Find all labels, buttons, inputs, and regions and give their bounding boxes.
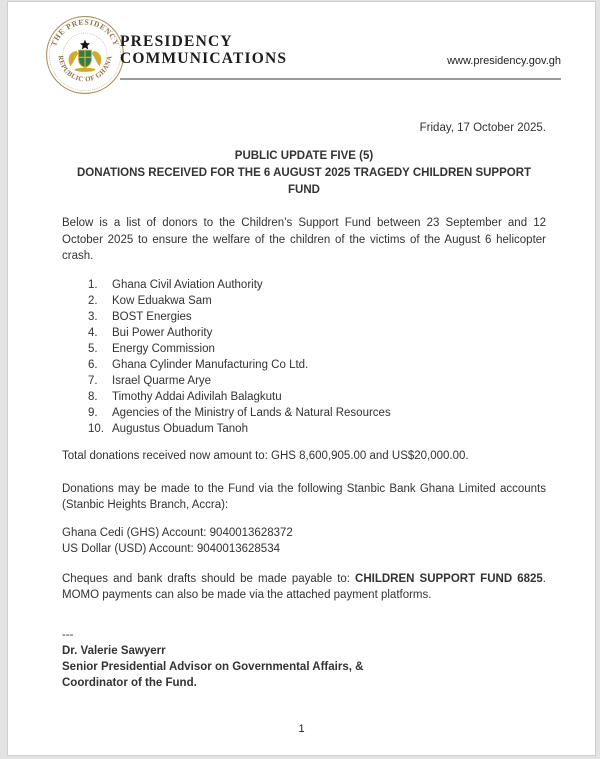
donor-name: Timothy Addai Adivilah Balagkutu bbox=[112, 390, 282, 403]
donor-name: BOST Energies bbox=[112, 310, 192, 323]
signature-title-line2: Coordinator of the Fund. bbox=[62, 676, 197, 689]
donor-number: 3. bbox=[88, 310, 98, 323]
coat-of-arms-icon bbox=[69, 40, 102, 72]
org-wordmark bbox=[120, 33, 287, 67]
donor-number: 4. bbox=[88, 326, 98, 339]
donor-name: Agencies of the Ministry of Lands & Natural Resources bbox=[112, 406, 391, 419]
total-donations-line: Total donations received now amount to: GHS 8,600,905.00 and US$20,000.00. bbox=[62, 449, 469, 462]
page-number: 1 bbox=[298, 723, 305, 735]
signature-name: Dr. Valerie Sawyerr bbox=[62, 644, 166, 657]
donor-list-item bbox=[88, 325, 546, 341]
cheques-suffix: . MOMO payments can also be made via the attached payment platforms. bbox=[62, 572, 546, 601]
donor-list-item bbox=[88, 357, 546, 373]
title-line2: DONATIONS RECEIVED FOR THE 6 AUGUST 2025 TRAGEDY CHILDREN SUPPORT FUND bbox=[76, 167, 532, 196]
donor-name: Energy Commission bbox=[112, 342, 215, 355]
donor-number: 5. bbox=[88, 342, 98, 355]
seal-top-text: THE PRESIDENCY bbox=[49, 17, 121, 48]
ghs-account-line: Ghana Cedi (GHS) Account: 9040013628372 bbox=[62, 526, 293, 539]
donor-name: Ghana Cylinder Manufacturing Co Ltd. bbox=[112, 358, 309, 371]
title-line1: PUBLIC UPDATE FIVE (5) bbox=[234, 150, 374, 162]
donor-list-item bbox=[88, 405, 546, 421]
donor-name: Ghana Civil Aviation Authority bbox=[112, 278, 263, 291]
donor-list-item bbox=[88, 373, 546, 389]
donor-name: Kow Eduakwa Sam bbox=[112, 294, 212, 307]
donor-list-item bbox=[88, 277, 546, 293]
document-date: Friday, 17 October 2025. bbox=[419, 122, 546, 134]
document-page bbox=[8, 2, 595, 755]
donor-list-item bbox=[88, 309, 546, 325]
letterhead bbox=[8, 2, 595, 100]
letter-body bbox=[8, 120, 595, 691]
cheques-paragraph bbox=[62, 571, 546, 603]
payee-name: CHILDREN SUPPORT FUND 6825 bbox=[355, 572, 543, 585]
signoff-dashes: --- bbox=[62, 628, 74, 641]
letterhead-divider bbox=[120, 78, 561, 80]
donor-list-item bbox=[88, 341, 546, 357]
donor-list-item bbox=[88, 421, 546, 437]
donor-name: Augustus Obuadum Tanoh bbox=[112, 422, 248, 435]
accounts-intro-paragraph: Donations may be made to the Fund via the following Stanbic Bank Ghana Limited accounts (Stanbic Heights Branch, Accra): bbox=[62, 482, 546, 511]
intro-paragraph: Below is a list of donors to the Children’s Support Fund between 23 September and 12 October 2025 to ensure the welfare of the children of the victims of the August 6 helicopter crash. bbox=[62, 217, 546, 262]
donor-name: Israel Quarme Arye bbox=[112, 374, 212, 387]
donor-number: 10. bbox=[88, 422, 104, 435]
donor-number: 7. bbox=[88, 374, 98, 387]
usd-account-line: US Dollar (USD) Account: 9040013628534 bbox=[62, 542, 280, 555]
donor-number: 2. bbox=[88, 294, 98, 307]
donor-number: 8. bbox=[88, 390, 98, 403]
website-url: www.presidency.gov.gh bbox=[447, 55, 561, 67]
donor-list bbox=[88, 277, 546, 437]
donor-list-item bbox=[88, 293, 546, 309]
presidency-seal-icon bbox=[45, 15, 125, 95]
signature-title-line1: Senior Presidential Advisor on Governmental Affairs, & bbox=[62, 660, 364, 673]
donor-number: 9. bbox=[88, 406, 98, 419]
signoff-block bbox=[62, 627, 546, 691]
org-name-line1: PRESIDENCY bbox=[120, 33, 233, 50]
donor-number: 6. bbox=[88, 358, 98, 371]
seal-bottom-text: REPUBLIC OF GHANA bbox=[56, 55, 114, 84]
document-title bbox=[62, 148, 546, 199]
org-name-line2: COMMUNICATIONS bbox=[120, 50, 288, 67]
donor-number: 1. bbox=[88, 278, 98, 291]
account-details bbox=[62, 525, 546, 557]
donor-name: Bui Power Authority bbox=[112, 326, 213, 339]
donor-list-item bbox=[88, 389, 546, 405]
cheques-prefix: Cheques and bank drafts should be made payable to: bbox=[62, 572, 356, 585]
